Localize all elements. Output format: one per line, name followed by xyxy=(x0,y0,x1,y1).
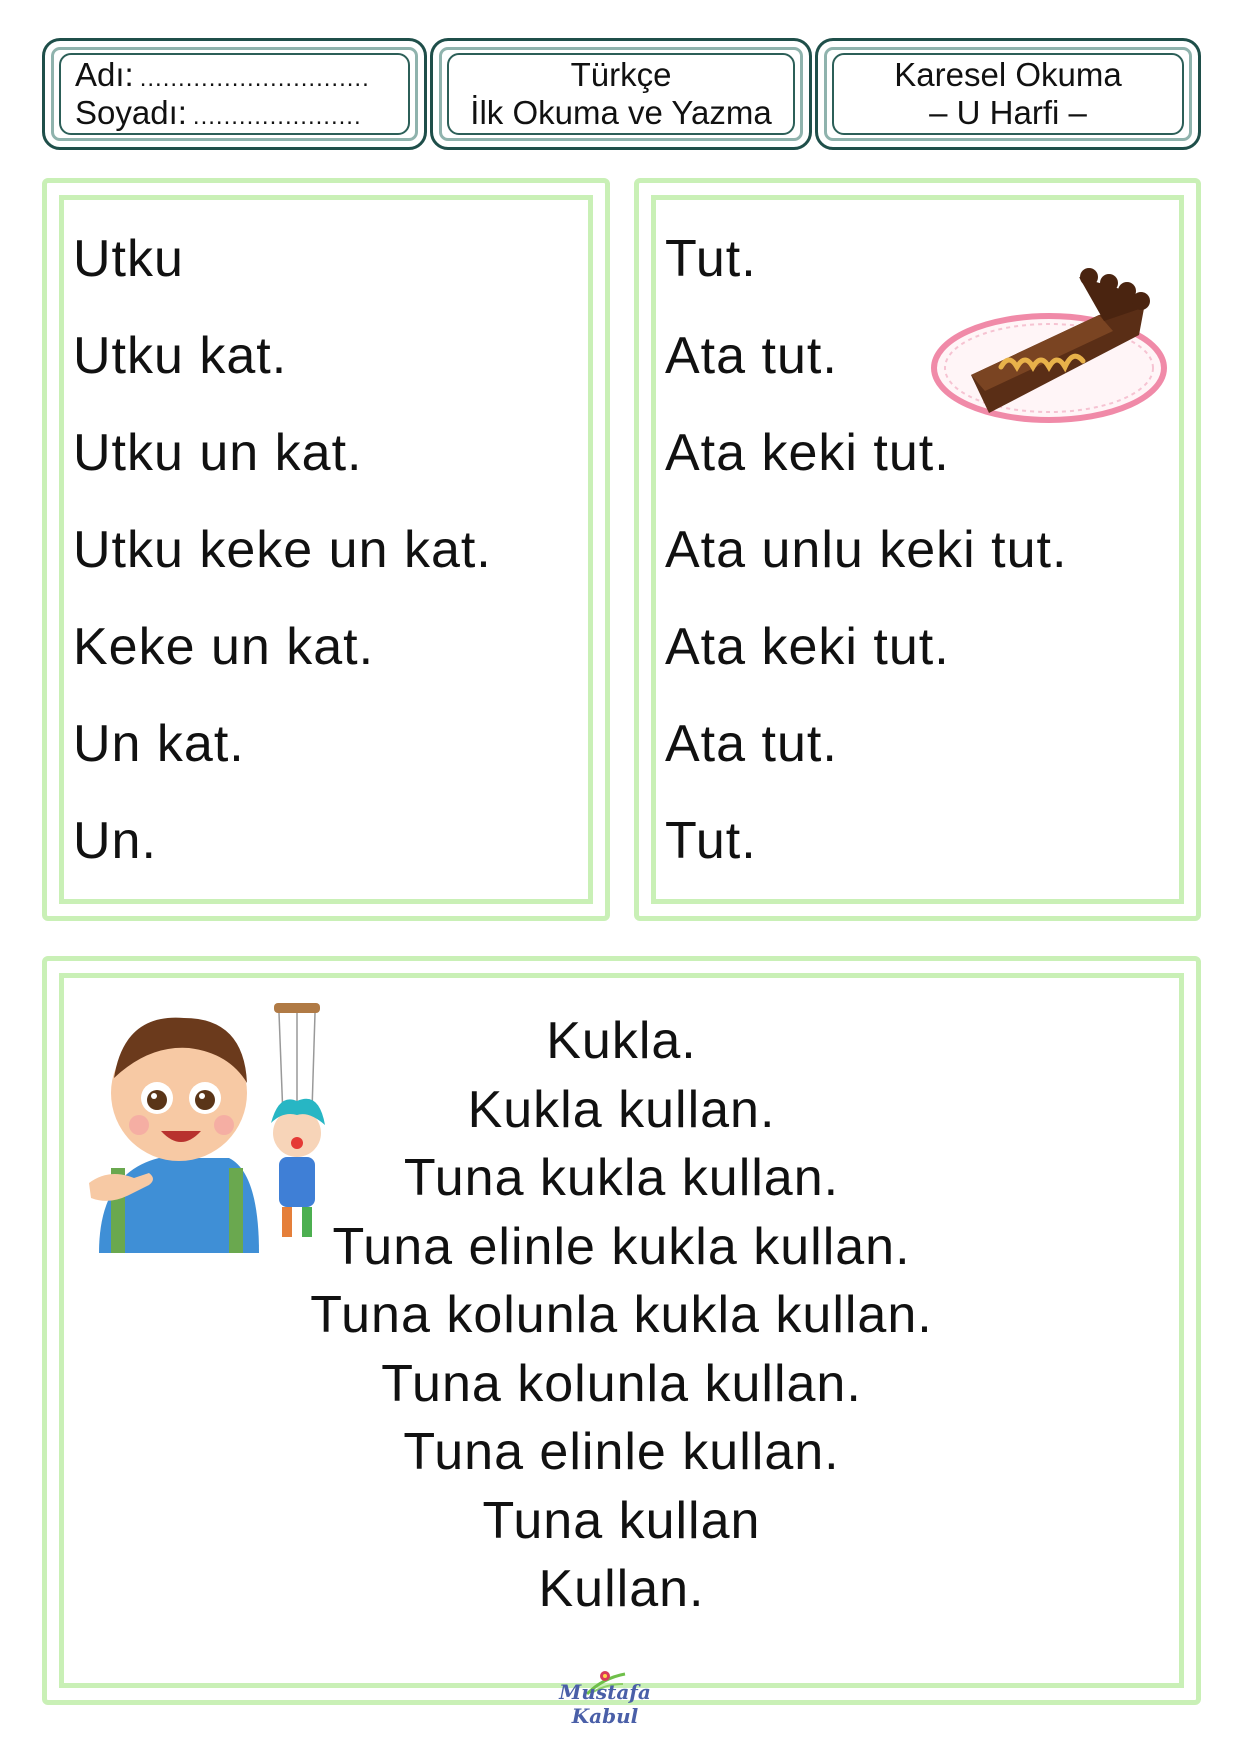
name-plaque-inner xyxy=(59,53,410,135)
name-field[interactable] xyxy=(75,56,408,94)
letter-title: – U Harfi – xyxy=(929,94,1087,131)
course-title: İlk Okuma ve Yazma xyxy=(470,94,772,131)
activity-plaque xyxy=(815,38,1201,150)
subject-title: Türkçe xyxy=(570,56,672,94)
reading-line: Tuna kolunla kukla kullan. xyxy=(310,1286,933,1344)
surname-field[interactable] xyxy=(75,94,408,132)
reading-line: Tut. xyxy=(665,812,757,870)
name-dots: .............................. xyxy=(139,65,370,93)
reading-line: Kukla. xyxy=(546,1012,697,1070)
reading-line: Un kat. xyxy=(73,715,245,773)
reading-line: Tuna kullan xyxy=(482,1491,761,1550)
reading-line: Kullan. xyxy=(538,1560,705,1618)
reading-line: Tuna elinle kukla kullan. xyxy=(332,1217,911,1276)
reading-line: Tuna elinle kullan. xyxy=(403,1423,840,1481)
reading-line: Tuna kukla kullan. xyxy=(403,1149,840,1207)
bottom-reading-panel xyxy=(42,956,1201,1705)
bottom-reading-list xyxy=(47,1011,1196,1628)
reading-line: Keke un kat. xyxy=(73,618,375,676)
surname-dots: ...................... xyxy=(192,103,362,130)
name-plaque xyxy=(42,38,427,150)
reading-line: Ata tut. xyxy=(665,715,838,773)
left-reading-panel xyxy=(42,178,610,921)
name-label: Adı: xyxy=(75,56,134,94)
activity-plaque-inner xyxy=(832,53,1184,135)
reading-line: Utku keke un kat. xyxy=(73,521,492,579)
cake-slice-icon xyxy=(929,263,1169,433)
activity-title: Karesel Okuma xyxy=(894,56,1122,94)
reading-line: Utku kat. xyxy=(73,327,288,385)
reading-line: Ata keki tut. xyxy=(665,424,950,482)
right-reading-panel xyxy=(634,178,1201,921)
subject-plaque-inner xyxy=(447,53,795,135)
left-reading-list xyxy=(73,229,492,908)
author-signature: Mustafa Kabul xyxy=(559,1680,651,1728)
reading-line: Ata unlu keki tut. xyxy=(665,521,1068,579)
reading-line: Ata tut. xyxy=(665,327,838,385)
subject-plaque xyxy=(430,38,812,150)
reading-line: Tut. xyxy=(665,230,757,288)
reading-line: Ata keki tut. xyxy=(665,618,950,676)
reading-line: Utku xyxy=(73,230,184,288)
reading-line: Kukla kullan. xyxy=(467,1080,776,1139)
surname-label: Soyadı: xyxy=(75,94,187,131)
reading-line: Tuna kolunla kullan. xyxy=(381,1354,862,1413)
reading-line: Un. xyxy=(73,812,157,870)
reading-line: Utku un kat. xyxy=(73,424,363,482)
